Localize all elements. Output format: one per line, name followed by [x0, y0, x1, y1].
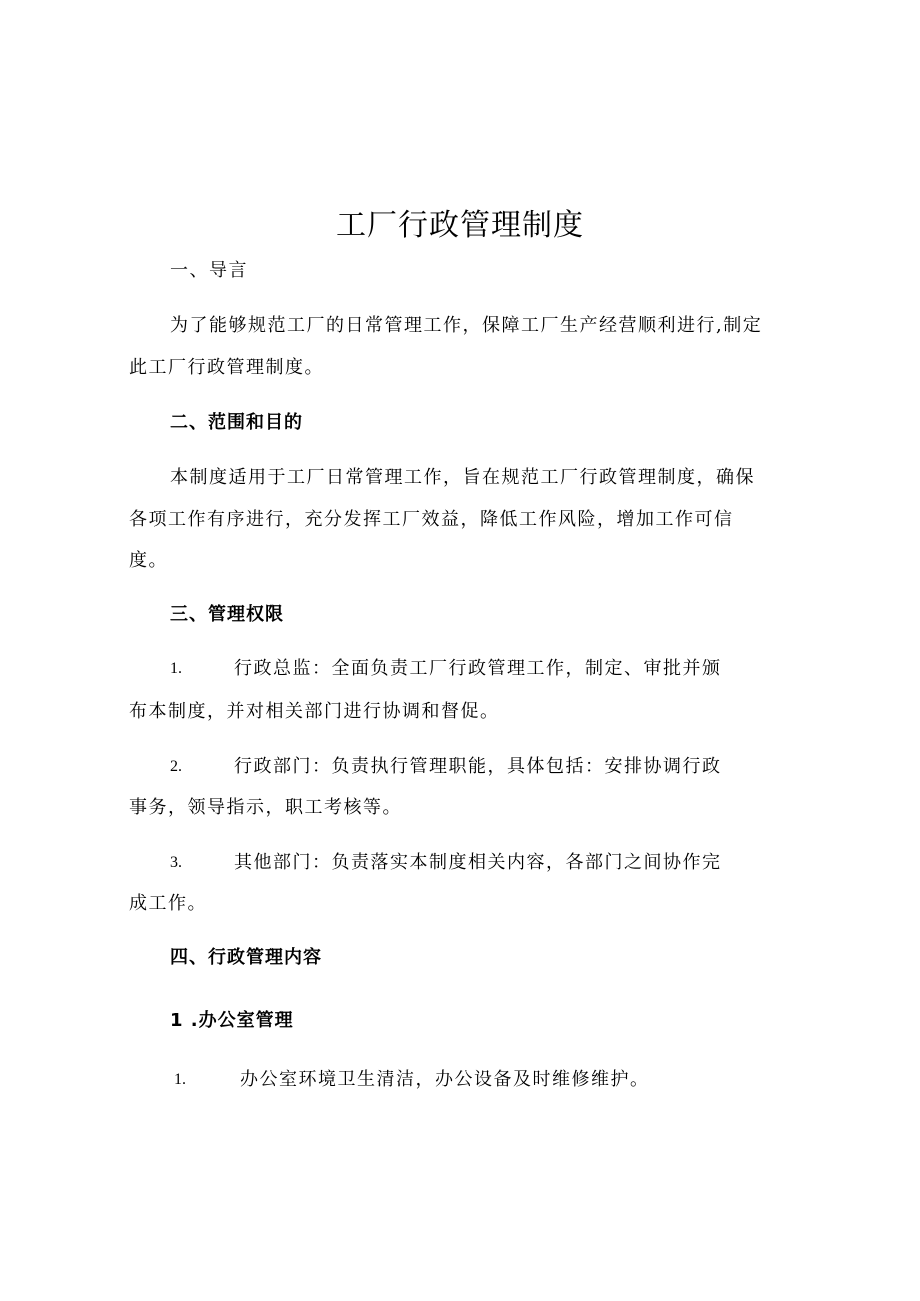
- section-heading-authority: 三、管理权限: [170, 604, 284, 625]
- list-item-text: 行政部门：负责执行管理职能，具体包括：安排协调行政: [234, 756, 722, 777]
- section-heading-intro: 一、导言: [170, 260, 248, 281]
- list-item-number: 1.: [170, 660, 182, 677]
- document-title: 工厂行政管理制度: [336, 208, 584, 243]
- paragraph-line: 为了能够规范工厂的日常管理工作，保障工厂生产经营顺利进行,制定: [170, 315, 763, 336]
- list-item-number: 3.: [170, 854, 182, 871]
- list-item-text: 行政总监：全面负责工厂行政管理工作，制定、审批并颁: [234, 658, 722, 679]
- list-item-text: 布本制度，并对相关部门进行协调和督促。: [129, 701, 500, 722]
- paragraph-line: 各项工作有序进行，充分发挥工厂效益，降低工作风险，增加工作可信: [129, 509, 734, 530]
- paragraph-line: 本制度适用于工厂日常管理工作，旨在规范工厂行政管理制度，确保: [170, 467, 755, 488]
- list-item-number: 1.: [174, 1071, 186, 1088]
- paragraph-line: 此工厂行政管理制度。: [129, 357, 324, 378]
- subsection-heading-office: 1 .办公室管理: [170, 1010, 294, 1031]
- section-heading-scope: 二、范围和目的: [170, 412, 303, 433]
- list-item-text: 其他部门：负责落实本制度相关内容，各部门之间协作完: [234, 852, 722, 873]
- list-item-text: 办公室环境卫生清洁，办公设备及时维修维护。: [240, 1069, 650, 1090]
- list-item-text: 成工作。: [129, 893, 207, 914]
- list-item-text: 事务，领导指示，职工考核等。: [129, 797, 402, 818]
- section-heading-content: 四、行政管理内容: [170, 947, 322, 968]
- list-item-number: 2.: [170, 758, 182, 775]
- paragraph-line: 度。: [129, 550, 168, 571]
